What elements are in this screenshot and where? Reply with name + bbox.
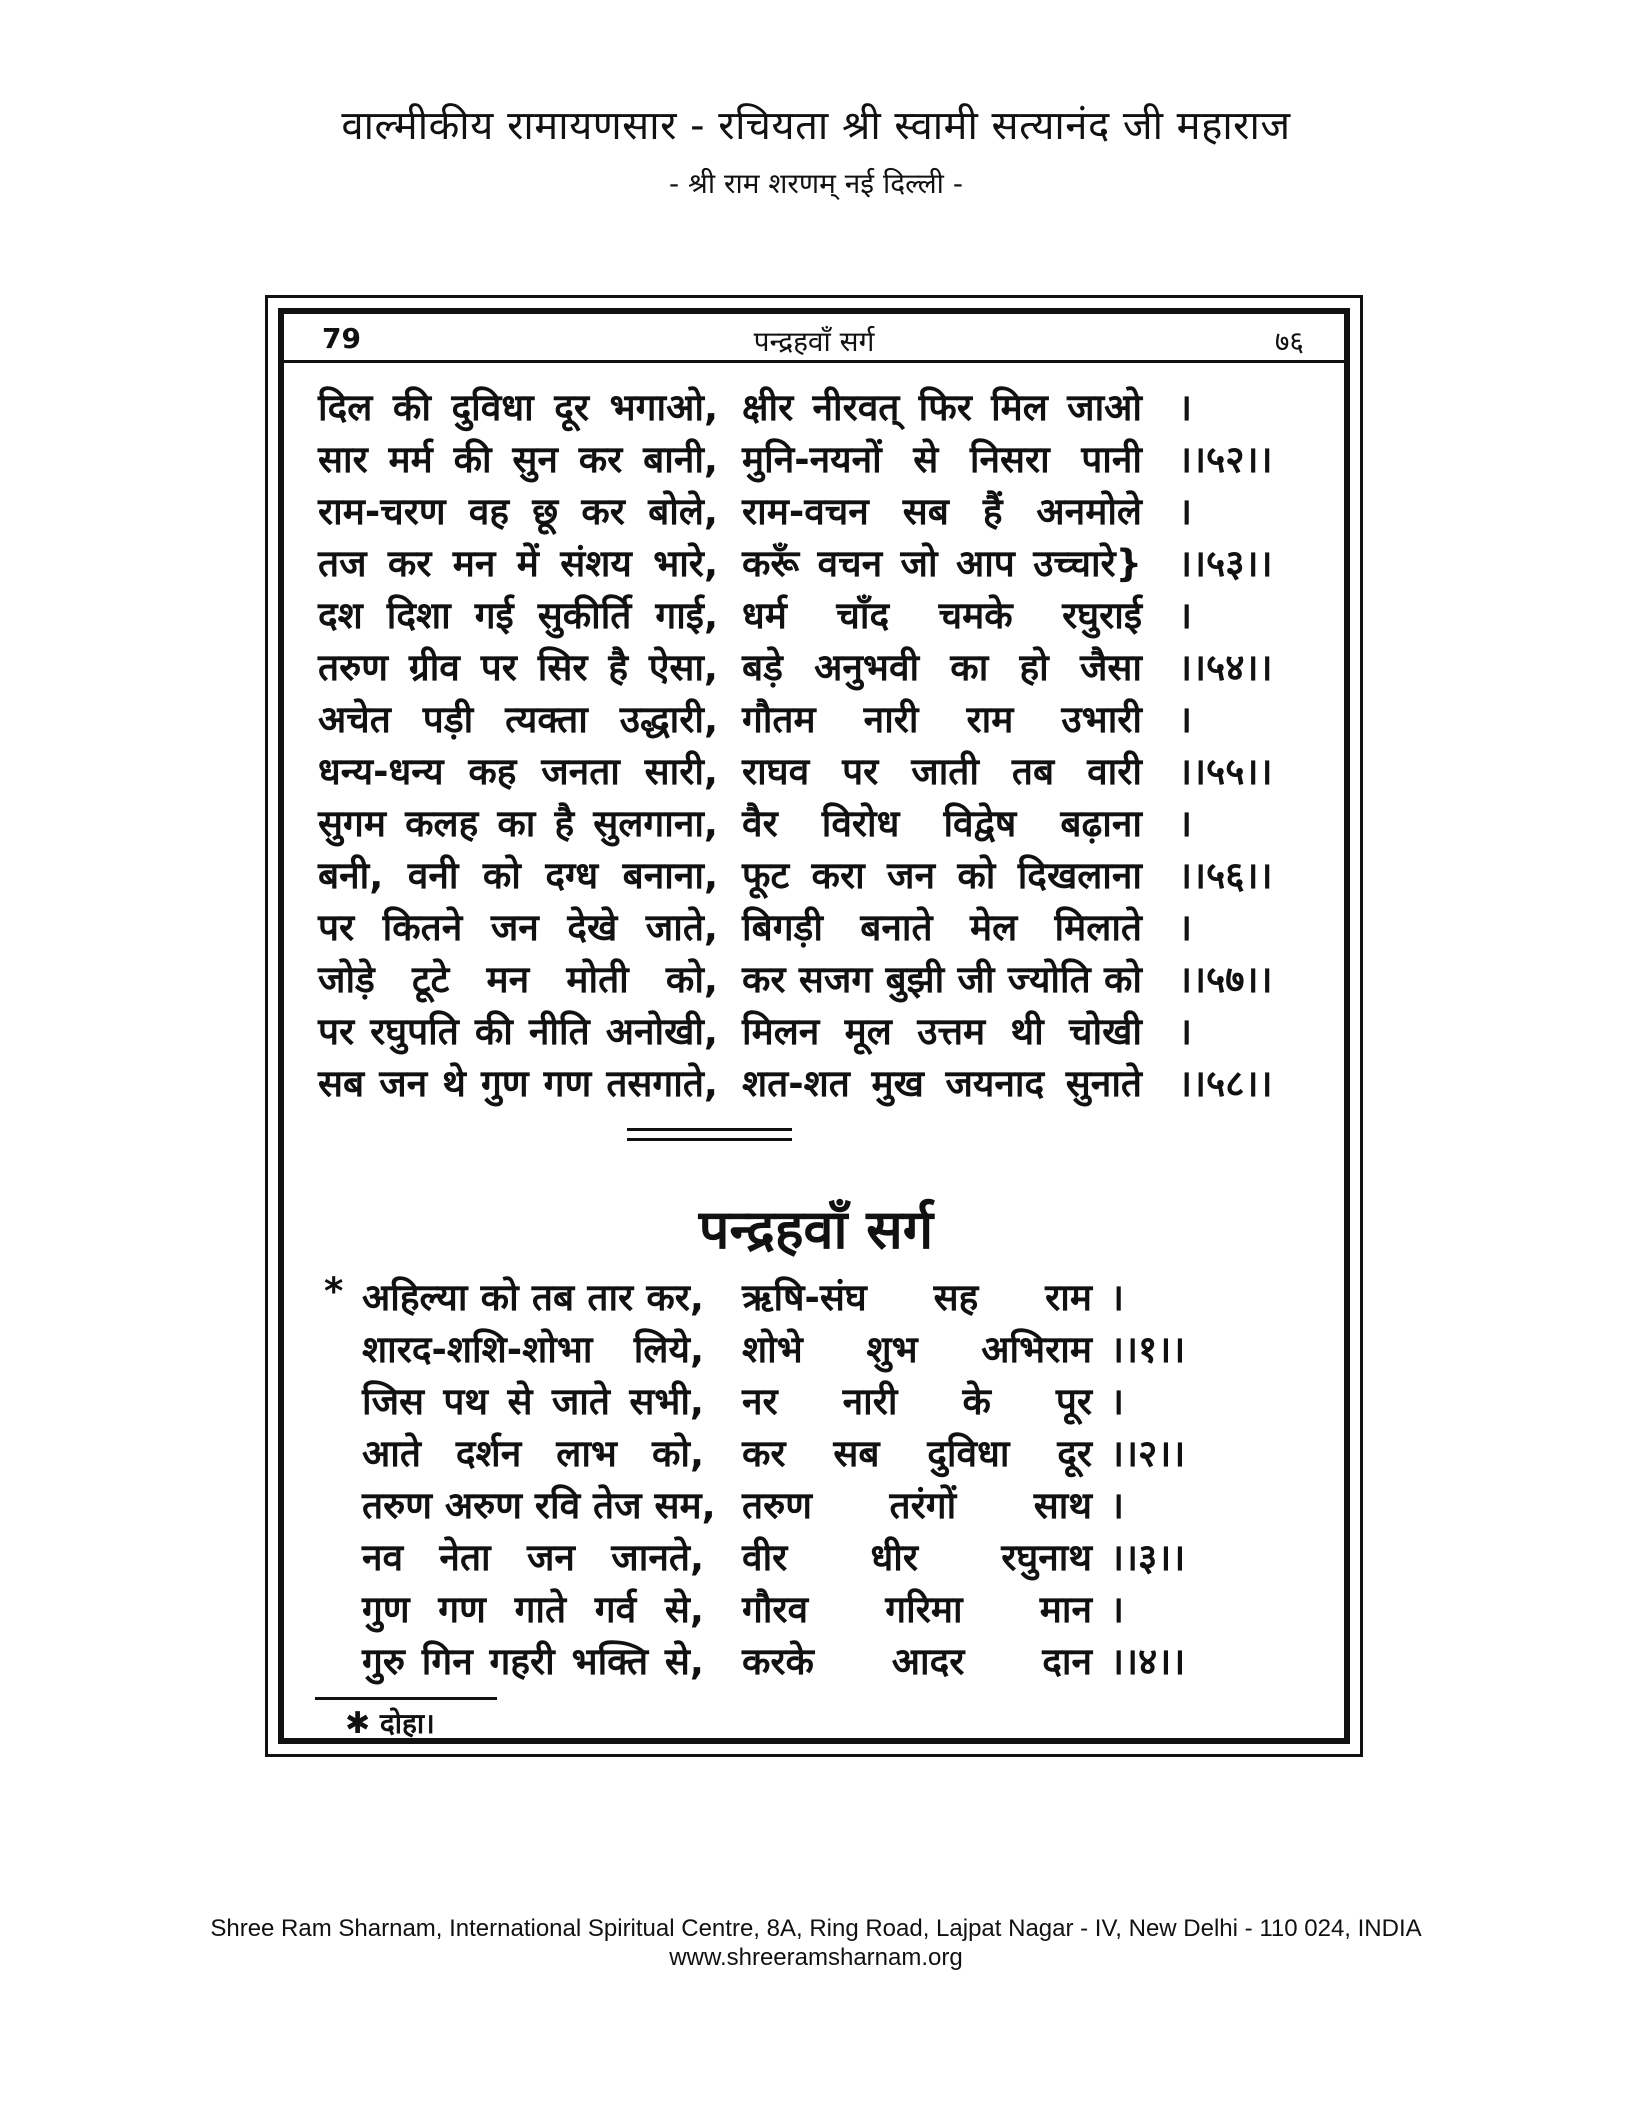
footnote — [345, 1704, 435, 1742]
section-title: पन्द्रहवाँ सर्ग — [698, 1198, 934, 1261]
verse-left: सार मर्म की सुन कर बानी, — [318, 438, 718, 481]
verse-right: मुनि-नयनों से निसरा पानी — [742, 438, 1142, 481]
doha-line — [0, 1634, 1632, 1686]
verse-left: बनी, वनी को दग्ध बनाना, — [318, 854, 718, 897]
doha-left: शारद-शशि-शोभा लिये, — [362, 1328, 704, 1371]
verse-line — [0, 432, 1632, 484]
doha-left: गुण गण गाते गर्व से, — [362, 1588, 704, 1631]
doha-right: कर सब दुविधा दूर — [742, 1432, 1092, 1475]
verse-left: जोड़े टूटे मन मोती को, — [318, 958, 718, 1001]
doha-right: गौरव गरिमा मान — [742, 1588, 1092, 1631]
verse-line — [0, 744, 1632, 796]
verse-left: दिल की दुविधा दूर भगाओ, — [318, 386, 718, 429]
doha-mark: ।।४।। — [1110, 1640, 1186, 1683]
verse-right: वैर विरोध विद्वेष बढ़ाना — [742, 802, 1142, 845]
verse-right: राम-वचन सब हैं अनमोले — [742, 490, 1142, 533]
verse-left: सब जन थे गुण गण तसगाते, — [318, 1062, 718, 1105]
verse-right: बड़े अनुभवी का हो जैसा — [742, 646, 1142, 689]
verse-right: धर्म चाँद चमके रघुराई — [742, 594, 1142, 637]
verse-left: तरुण ग्रीव पर सिर है ऐसा, — [318, 646, 718, 689]
section-divider-top — [627, 1128, 792, 1131]
verse-left: राम-चरण वह छू कर बोले, — [318, 490, 718, 533]
doha-line — [0, 1374, 1632, 1426]
verse-mark: । — [1178, 594, 1193, 637]
verse-right: गौतम नारी राम उभारी — [742, 698, 1142, 741]
doha-line — [0, 1270, 1632, 1322]
doha-mark: । — [1110, 1380, 1125, 1423]
verse-mark: ।।५८।। — [1178, 1062, 1273, 1105]
doha-left: आते दर्शन लाभ को, — [362, 1432, 704, 1475]
verse-mark: । — [1178, 386, 1193, 429]
doha-left: अहिल्या को तब तार कर, — [362, 1276, 704, 1319]
verse-mark: ।।५५।। — [1178, 750, 1273, 793]
verse-mark: ।।५२।। — [1178, 438, 1273, 481]
doha-right: शोभे शुभ अभिराम — [742, 1328, 1092, 1371]
doha-line — [0, 1478, 1632, 1530]
verse-line — [0, 952, 1632, 1004]
doha-mark: । — [1110, 1484, 1125, 1527]
doha-left: तरुण अरुण रवि तेज सम, — [362, 1484, 716, 1527]
verse-line — [0, 588, 1632, 640]
doha-line — [0, 1322, 1632, 1374]
doha-right: वीर धीर रघुनाथ — [742, 1536, 1092, 1579]
doha-right: करके आदर दान — [742, 1640, 1092, 1683]
verse-left: सुगम कलह का है सुलगाना, — [318, 802, 718, 845]
footer-website: www.shreeramsharnam.org — [669, 1944, 963, 1971]
verse-line — [0, 1004, 1632, 1056]
doha-mark: ।।२।। — [1110, 1432, 1186, 1475]
verse-right: बिगड़ी बनाते मेल मिलाते — [742, 906, 1142, 949]
verse-line — [0, 484, 1632, 536]
verse-mark: ।।५४।। — [1178, 646, 1273, 689]
verse-mark: ।।५३।। — [1178, 542, 1273, 585]
verse-right: कर सजग बुझी जी ज्योति को — [742, 958, 1142, 1001]
doha-left: नव नेता जन जानते, — [362, 1536, 704, 1579]
doha-right: नर नारी के पूर — [742, 1380, 1092, 1423]
verse-left: पर रघुपति की नीति अनोखी, — [318, 1010, 718, 1053]
verse-mark: । — [1178, 698, 1193, 741]
footer-address: Shree Ram Sharnam, International Spiritual Centre, 8A, Ring Road, Lajpat Nagar - IV, New Delhi - 110 024, INDIA — [210, 1915, 1422, 1942]
asterisk-icon: ✱ — [345, 1706, 371, 1741]
doha-mark: । — [1110, 1588, 1125, 1631]
verse-mark: । — [1178, 802, 1193, 845]
section-divider-bottom — [627, 1138, 792, 1141]
verse-line — [0, 900, 1632, 952]
doha-star: * — [324, 1270, 344, 1313]
doha-left: गुरु गिन गहरी भक्ति से, — [362, 1640, 704, 1683]
document-header-title: वाल्मीकीय रामायणसार - रचियता श्री स्वामी सत्यानंद जी महाराज — [341, 103, 1291, 149]
verse-mark: ।।५७।। — [1178, 958, 1273, 1001]
verse-line — [0, 640, 1632, 692]
verse-left: पर कितने जन देखे जाते, — [318, 906, 718, 949]
verse-left: अचेत पड़ी त्यक्ता उद्धारी, — [318, 698, 718, 741]
verse-line — [0, 1056, 1632, 1108]
verse-mark: । — [1178, 490, 1193, 533]
doha-line — [0, 1426, 1632, 1478]
doha-line — [0, 1582, 1632, 1634]
verse-line — [0, 796, 1632, 848]
verse-mark: । — [1178, 1010, 1193, 1053]
doha-mark: ।।१।। — [1110, 1328, 1186, 1371]
verse-left: तज कर मन में संशय भारे, — [318, 542, 718, 585]
verse-right: शत-शत मुख जयनाद सुनाते — [742, 1062, 1142, 1105]
doha-right: तरुण तरंगों साथ — [742, 1484, 1092, 1527]
document-header-subtitle: - श्री राम शरणम् नई दिल्ली - — [669, 167, 963, 200]
verse-left: दश दिशा गई सुकीर्ति गाई, — [318, 594, 718, 637]
verse-mark: ।।५६।। — [1178, 854, 1273, 897]
doha-left: जिस पथ से जाते सभी, — [362, 1380, 704, 1423]
verse-right: फूट करा जन को दिखलाना — [742, 854, 1142, 897]
footnote-rule — [315, 1697, 497, 1700]
header-rule — [284, 360, 1344, 363]
verse-right: मिलन मूल उत्तम थी चोखी — [742, 1010, 1142, 1053]
doha-line — [0, 1530, 1632, 1582]
verse-line — [0, 692, 1632, 744]
page-number-devanagari: ७६ — [1274, 325, 1304, 358]
page-number-arabic: 79 — [322, 322, 361, 355]
verse-line — [0, 848, 1632, 900]
verse-right: राघव पर जाती तब वारी — [742, 750, 1142, 793]
doha-mark: । — [1110, 1276, 1125, 1319]
footnote-text: दोहा। — [379, 1707, 435, 1740]
running-title: पन्द्रहवाँ सर्ग — [753, 325, 875, 358]
verse-right: करूँ वचन जो आप उच्चारे} — [742, 542, 1142, 585]
doha-mark: ।।३।। — [1110, 1536, 1186, 1579]
verse-line — [0, 536, 1632, 588]
running-header — [284, 318, 1344, 362]
verse-right: क्षीर नीरवत् फिर मिल जाओ — [742, 386, 1142, 429]
verse-line — [0, 380, 1632, 432]
verse-left: धन्य-धन्य कह जनता सारी, — [318, 750, 718, 793]
doha-right: ऋषि-संघ सह राम — [742, 1276, 1092, 1319]
verse-mark: । — [1178, 906, 1193, 949]
